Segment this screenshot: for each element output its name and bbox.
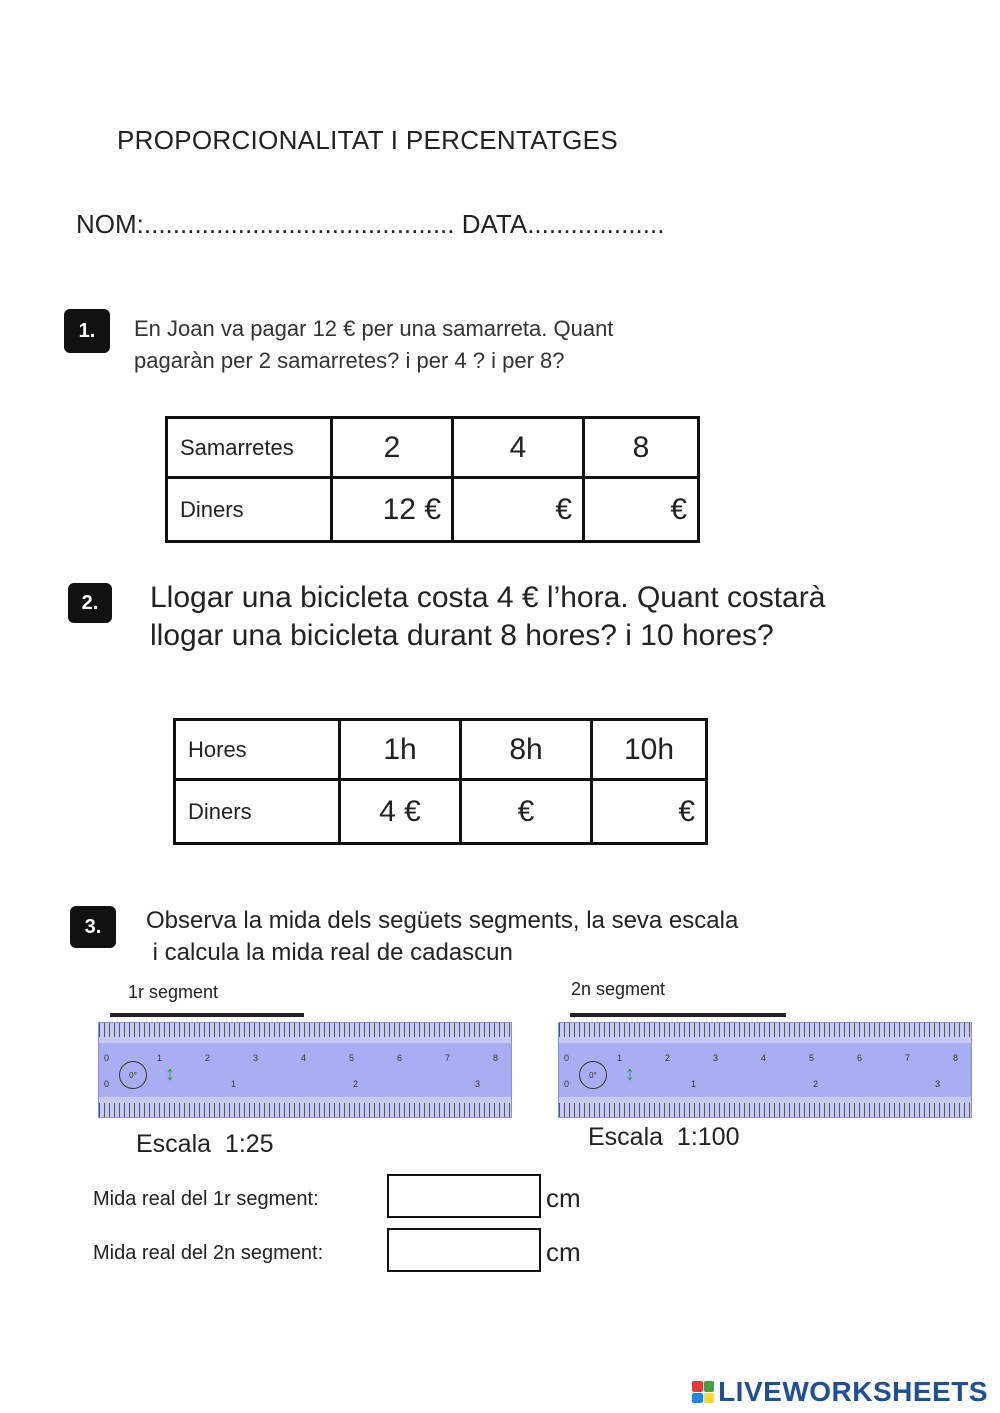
exercise-1-table [165,416,700,543]
exercise-1-badge: 1. [64,309,110,353]
ruler-number: 7 [445,1053,451,1063]
exercise-2-question [150,579,825,655]
ruler-number: 2 [353,1079,359,1089]
answer-input-cell[interactable]: € [592,780,707,844]
table-row [175,720,707,780]
segment-1-line [110,1013,304,1017]
table-cell: 2 [332,418,453,478]
answer-2-unit: cm [546,1237,581,1267]
resize-arrow-icon[interactable]: ↕ [165,1063,175,1085]
ruler-number: 3 [253,1053,259,1063]
name-date-line: NOM:........................................... DATA................... [76,209,665,239]
exercise-2-badge: 2. [68,583,112,623]
liveworksheets-logo[interactable] [692,1376,988,1408]
exercise-1-question-line-1: En Joan va pagar 12 € per una samarreta. Quant [134,316,614,341]
segment-2-label: 2n segment [571,979,666,999]
answer-1-input[interactable] [387,1174,541,1218]
answer-input-cell[interactable]: € [453,478,584,542]
segment-2-line [570,1013,786,1017]
ruler-number: 6 [397,1053,403,1063]
segment-1-scale: Escala 1:25 [136,1130,274,1158]
ruler-number: 6 [857,1053,863,1063]
ruler-1 [98,1022,512,1118]
resize-arrow-icon[interactable]: ↕ [625,1063,635,1085]
answer-input-cell[interactable]: € [461,780,592,844]
ruler-number: 1 [157,1053,163,1063]
ruler-number: 0 [564,1079,570,1089]
segment-1-label: 1r segment [128,982,219,1002]
ruler-number: 2 [205,1053,211,1063]
ruler-number: 2 [665,1053,671,1063]
table-cell: 4 [453,418,584,478]
answer-1-unit: cm [546,1183,581,1213]
exercise-3-badge: 3. [70,906,116,948]
exercise-2-table [173,718,708,845]
exercise-3-question-line-2: i calcula la mida real de cadascun [146,939,513,966]
table-cell: 4 € [340,780,461,844]
table-cell: 8h [461,720,592,780]
table-cell: 12 € [332,478,453,542]
logo-text: LIVEWORKSHEETS [718,1376,988,1407]
table-cell: 8 [584,418,699,478]
table-cell-label: Samarretes [167,418,332,478]
ruler-number: 7 [905,1053,911,1063]
logo-square [692,1381,703,1392]
exercise-3-question-line-1: Observa la mida dels següets segments, la seva escala [146,907,739,934]
ruler-number: 5 [809,1053,815,1063]
rotate-angle-icon[interactable]: 0° [579,1061,607,1089]
ruler-number: 4 [301,1053,307,1063]
table-cell-label: Diners [175,780,340,844]
ruler-number: 1 [617,1053,623,1063]
ruler-number: 2 [813,1079,819,1089]
page-title: PROPORCIONALITAT I PERCENTATGES [117,125,618,155]
table-cell: 10h [592,720,707,780]
ruler-number: 3 [713,1053,719,1063]
ruler-number: 0 [104,1053,110,1063]
table-row [167,418,699,478]
table-cell-label: Diners [167,478,332,542]
table-cell: 1h [340,720,461,780]
ruler-number: 0 [104,1079,110,1089]
ruler-number: 1 [691,1079,697,1089]
table-cell-label: Hores [175,720,340,780]
logo-square [704,1393,715,1404]
ruler-number: 0 [564,1053,570,1063]
ruler-number: 5 [349,1053,355,1063]
table-row [167,478,699,542]
ruler-number: 3 [475,1079,481,1089]
ruler-number: 8 [953,1053,959,1063]
answer-1-label: Mida real del 1r segment: [93,1188,319,1210]
logo-square [704,1381,715,1392]
ruler-number: 8 [493,1053,499,1063]
exercise-2-question-line-2: llogar una bicicleta durant 8 hores? i 10 hores? [150,619,774,652]
answer-2-label: Mida real del 2n segment: [93,1242,324,1264]
liveworksheets-logo-icon [692,1381,714,1403]
exercise-2-question-line-1: Llogar una bicicleta costa 4 € l’hora. Quant costarà [150,581,826,614]
ruler-2 [558,1022,972,1118]
rotate-angle-icon[interactable]: 0° [119,1061,147,1089]
logo-square [692,1393,703,1404]
ruler-number: 1 [231,1079,237,1089]
ruler-number: 3 [935,1079,941,1089]
answer-2-input[interactable] [387,1228,541,1272]
exercise-1-question [134,313,613,377]
segment-2-scale: Escala 1:100 [588,1123,740,1151]
exercise-3-question [146,905,738,969]
ruler-number: 4 [761,1053,767,1063]
table-row [175,780,707,844]
exercise-1-question-line-2: pagaràn per 2 samarretes? i per 4 ? i per 8? [134,348,565,373]
answer-input-cell[interactable]: € [584,478,699,542]
